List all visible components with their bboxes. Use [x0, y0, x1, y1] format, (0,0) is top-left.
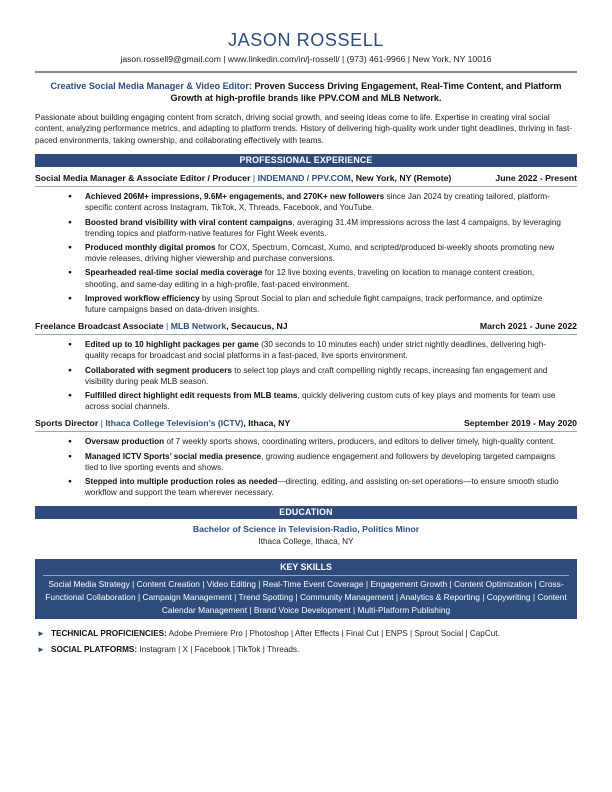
bullet-highlight: Edited up to 10 highlight packages per game — [85, 340, 259, 350]
job-dates: September 2019 - May 2020 — [463, 418, 577, 429]
job-role — [35, 172, 451, 184]
job-dates: June 2022 - Present — [495, 173, 577, 184]
bullet-item — [85, 476, 577, 498]
bullet-text: for COX, Spectrum, Comcast, Xumo, and scripted/produced bi-weekly shoots promoting new movie releases, driving higher viewership and purchase conversions. — [85, 243, 555, 264]
candidate-name: JASON ROSSELL — [228, 30, 384, 50]
social-platforms — [35, 644, 577, 655]
bullet-highlight: Produced monthly digital promos — [85, 243, 216, 253]
job-role — [35, 320, 288, 332]
job-organization: MLB Network — [170, 321, 227, 332]
bullet-highlight: Improved workflow efficiency — [85, 293, 200, 303]
job-location: , Ithaca, NY — [243, 418, 291, 429]
job-organization: INDEMAND / PPV.COM — [257, 173, 351, 184]
bullet-item — [85, 191, 577, 213]
section-header-education: EDUCATION — [35, 506, 577, 519]
bullet-highlight: Collaborated with segment producers — [85, 365, 232, 375]
bullet-text: —directing, editing, and assisting on-set operations—to ensure smooth studio workflow and support the team wherever necessary. — [85, 477, 559, 498]
bullet-item — [85, 267, 577, 289]
bullet-item — [85, 390, 577, 412]
job-title: Social Media Manager & Associate Editor / Producer — [35, 173, 251, 184]
bullet-highlight: Boosted brand visibility with viral content campaigns — [85, 217, 293, 227]
technical-proficiencies — [35, 628, 577, 639]
bullet-text: by using Sprout Social to plan and schedule fight campaigns, track performance, and optimize future campaigns based on data-driven insights. — [85, 293, 543, 315]
bullet-highlight: Managed ICTV Sports’ social media presence — [85, 451, 262, 461]
job-location: , New York, NY (Remote) — [350, 173, 452, 184]
job-header — [35, 172, 577, 187]
job-separator: | — [163, 321, 171, 332]
bullet-item — [85, 365, 577, 387]
job-dates: March 2021 - June 2022 — [479, 321, 577, 332]
section-header-experience: PROFESSIONAL EXPERIENCE — [35, 154, 577, 167]
bullet-highlight: Oversaw production — [85, 437, 165, 447]
key-skills-box — [35, 559, 577, 619]
job-organization: Ithaca College Television’s (ICTV) — [105, 418, 244, 429]
job-bullets — [35, 339, 577, 412]
job-header — [35, 320, 577, 335]
bullet-text: to select top plays and craft compelling nightly recaps, increasing fan engagement and visibility during peak MLB season. — [85, 365, 548, 386]
bullet-text: for 12 live boxing events, traveling on location to manage content creation, shooting, and same-day editing in a high-profile, fast-paced environment. — [85, 268, 535, 289]
job-separator: | — [98, 418, 106, 429]
job-title: Freelance Broadcast Associate — [35, 321, 164, 332]
bullet-item — [85, 242, 577, 264]
bullet-item — [85, 293, 577, 315]
bullet-item — [85, 217, 577, 239]
skills-list: Social Media Strategy | Content Creation | Video Editing | Real-Time Event Coverage | Engagement Growth | Content Optimization | Cross-Functional Collaboration | Campaign Management | Trend Spotting | Community Management | Analytics & Reporting | Copywriting | Content Calendar Management | Brand Voice Development | Multi-Platform Publishing — [45, 579, 567, 615]
headline — [35, 80, 577, 104]
technical-label: TECHNICAL PROFICIENCIES: — [51, 629, 167, 639]
bullet-text: (30 seconds to 10 minutes each) under strict nightly deadlines, delivering high-quality recaps for broadcast and social platforms in a fast-paced, live sports environment. — [85, 340, 546, 361]
bullet-highlight: Fulfilled direct highlight edit requests from MLB teams — [85, 391, 298, 401]
section-header-skills: KEY SKILLS — [43, 561, 569, 576]
social-value: Instagram | X | Facebook | TikTok | Threads. — [137, 645, 300, 655]
bullet-text: , quickly delivering custom cuts of key plays and moments for team use across social channels. — [85, 391, 556, 412]
job-title: Sports Director — [35, 418, 99, 429]
headline-accent: Creative Social Media Manager & Video Editor: — [50, 81, 252, 91]
headline-rest: Proven Success Driving Engagement, Real-Time Content, and Platform — [251, 81, 562, 91]
bullet-highlight: Stepped into multiple production roles as needed — [85, 477, 278, 487]
summary-paragraph: Passionate about building engaging content from scratch, driving social growth, and seeing ideas come to life. Expertise in creating viral social content, analyzing performance metrics, and adapting to platform trends. History of delivering high-quality work under tight deadlines, thriving in fast-paced environments, taking ownership, and collaborating effectively with teams. — [35, 113, 573, 145]
bullet-item — [85, 436, 577, 447]
headline-line2: Growth at high-profile brands like PPV.COM and MLB Network. — [170, 93, 442, 103]
job-location: , Secaucus, NJ — [226, 321, 288, 332]
job-role — [35, 417, 290, 429]
bullet-highlight: Achieved 206M+ impressions, 9.6M+ engagements, and 270K+ new followers — [85, 192, 385, 202]
bullet-item — [85, 339, 577, 361]
bullet-text: since Jan 2024 by creating tailored, platform-specific content across Instagram, TikTok, X, Threads, Facebook, and YouTube. — [85, 192, 550, 213]
education-school: Ithaca College, Ithaca, NY — [258, 537, 354, 547]
bullet-text: of 7 weekly sports shows, coordinating writers, producers, and editors to deliver timely, high-quality content. — [164, 437, 556, 447]
education-degree: Bachelor of Science in Television-Radio, Politics Minor — [192, 524, 420, 535]
right-arrow-icon: ► — [37, 629, 45, 639]
right-arrow-icon: ► — [37, 645, 45, 655]
job-header — [35, 417, 577, 432]
bullet-item — [85, 451, 577, 473]
job-separator: | — [250, 173, 258, 184]
technical-value: Adobe Premiere Pro | Photoshop | After Effects | Final Cut | ENPS | Sprout Social | CapCut. — [166, 629, 500, 639]
bullet-text: , growing audience engagement and followers by developing targeted campaigns tied to live sporting events and shows. — [85, 451, 556, 472]
contact-line: jason.rossell9@gmail.com | www.linkedin.com/in/j-rossell/ | (973) 461-9966 | New York, NY 10016 — [120, 54, 492, 64]
job-bullets — [35, 191, 577, 315]
bullet-text: , averaging 31.4M impressions across the last 4 campaigns, by leveraging trending topics and platform-native features for Fight Week events. — [85, 217, 561, 238]
header-divider — [35, 71, 577, 73]
social-label: SOCIAL PLATFORMS: — [51, 645, 138, 655]
bullet-highlight: Spearheaded real-time social media coverage — [85, 268, 263, 278]
job-bullets — [35, 436, 577, 498]
